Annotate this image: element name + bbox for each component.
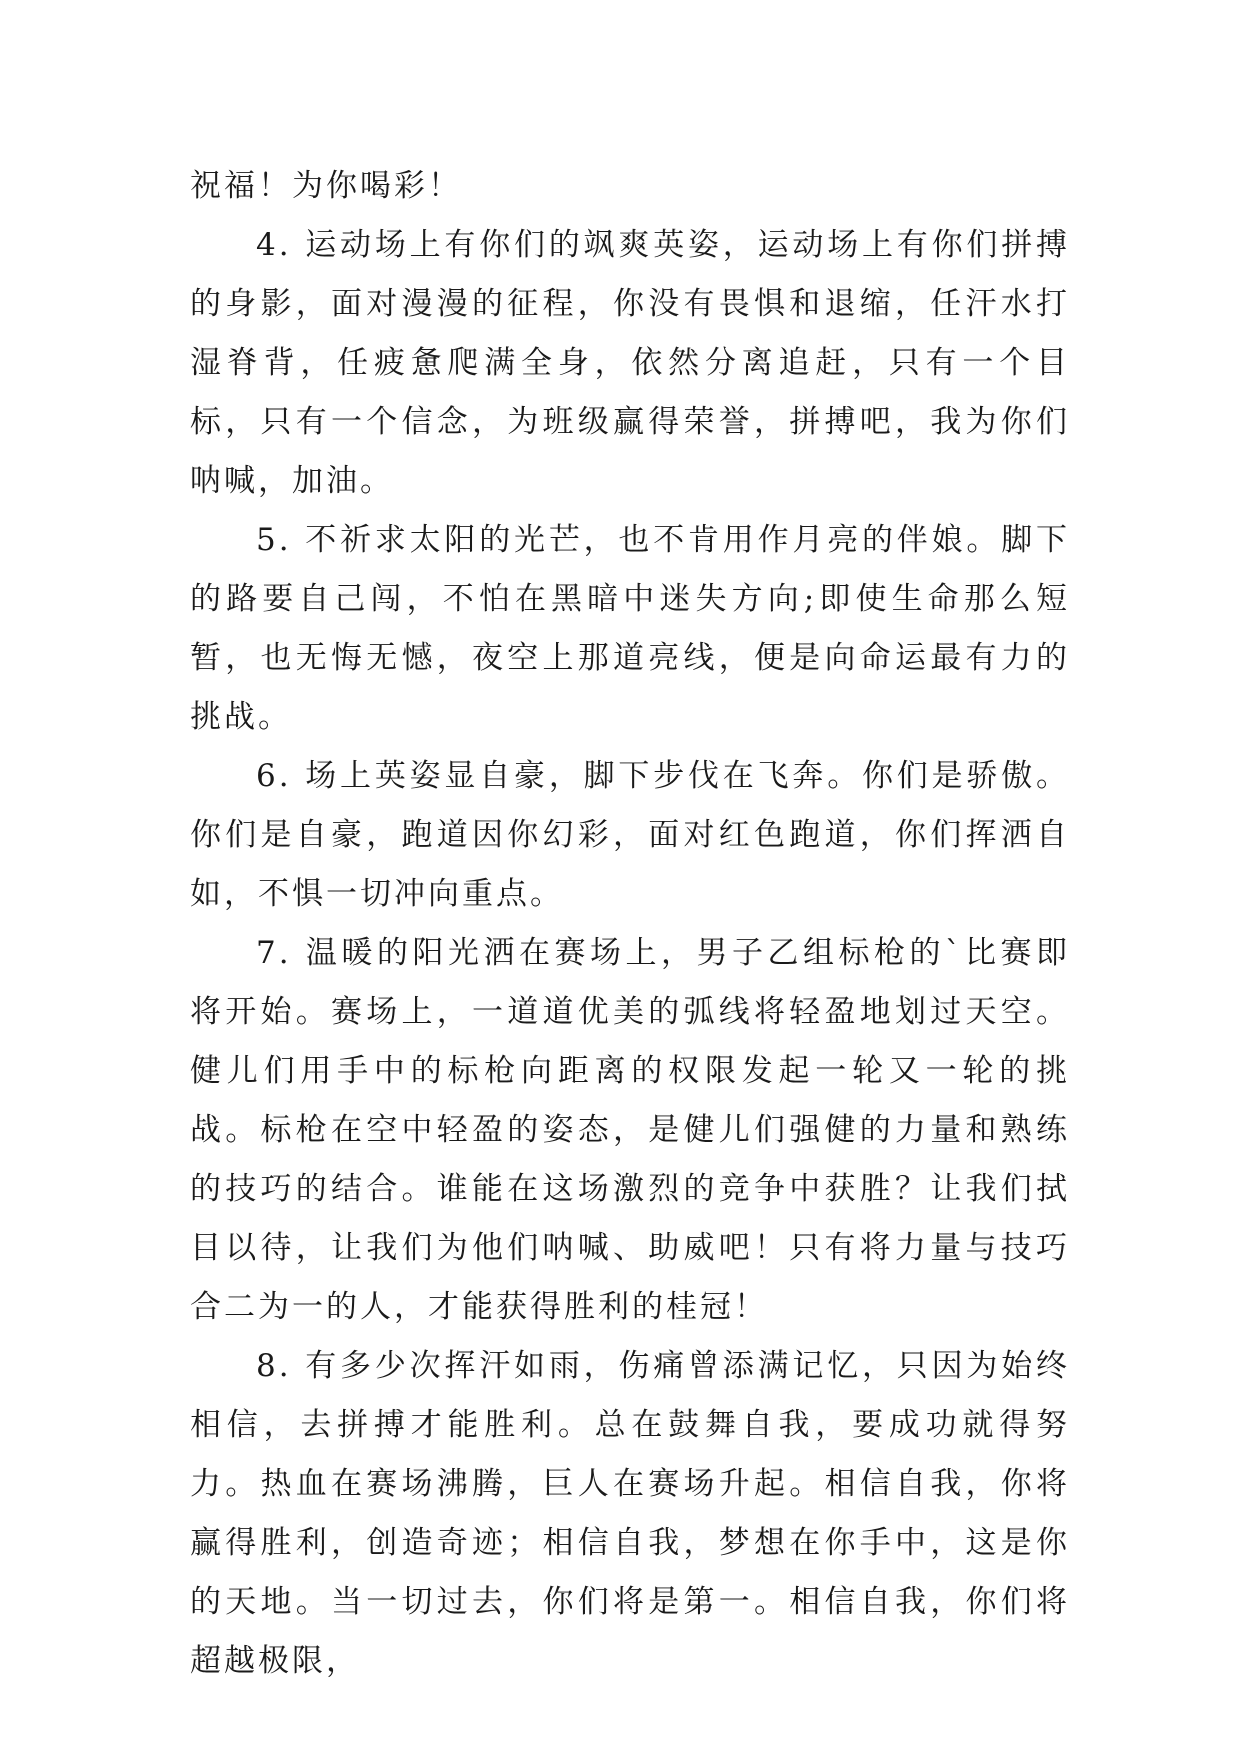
paragraph-continuation: 祝福！为你喝彩！ (190, 168, 462, 204)
paragraph-item-8: 8. 有多少次挥汗如雨，伤痛曾添满记忆，只因为始终相信，去拼搏才能胜利。总在鼓舞自我，要成功就得努力。热血在赛场沸腾，巨人在赛场升起。相信自我，你将赢得胜利，创造奇迹；相信自我，梦想在你手中，这是你的天地。当一切过去，你们将是第一。相信自我，你们将超越极限， (190, 1348, 1070, 1679)
paragraph-item-5: 5. 不祈求太阳的光芒，也不肯用作月亮的伴娘。脚下的路要自己闯，不怕在黑暗中迷失方向;即使生命那么短暂，也无悔无憾，夜空上那道亮线，便是向命运最有力的挑战。 (190, 522, 1070, 735)
paragraph-item-7: 7. 温暖的阳光洒在赛场上，男子乙组标枪的`比赛即将开始。赛场上，一道道优美的弧线将轻盈地划过天空。健儿们用手中的标枪向距离的权限发起一轮又一轮的挑战。标枪在空中轻盈的姿态，是健儿们强健的力量和熟练的技巧的结合。谁能在这场激烈的竞争中获胜？让我们拭目以待，让我们为他们呐喊、助威吧！只有将力量与技巧合二为一的人，才能获得胜利的桂冠！ (190, 935, 1070, 1325)
body-text (190, 157, 1070, 1691)
paragraph-item-4: 4. 运动场上有你们的飒爽英姿，运动场上有你们拼搏的身影，面对漫漫的征程，你没有畏惧和退缩，任汗水打湿脊背，任疲惫爬满全身，依然分离追赶，只有一个目标，只有一个信念，为班级赢得荣誉，拼搏吧，我为你们呐喊，加油。 (190, 227, 1070, 499)
paragraph-item-6: 6. 场上英姿显自豪，脚下步伐在飞奔。你们是骄傲。你们是自豪，跑道因你幻彩，面对红色跑道，你们挥洒自如，不惧一切冲向重点。 (190, 758, 1070, 912)
